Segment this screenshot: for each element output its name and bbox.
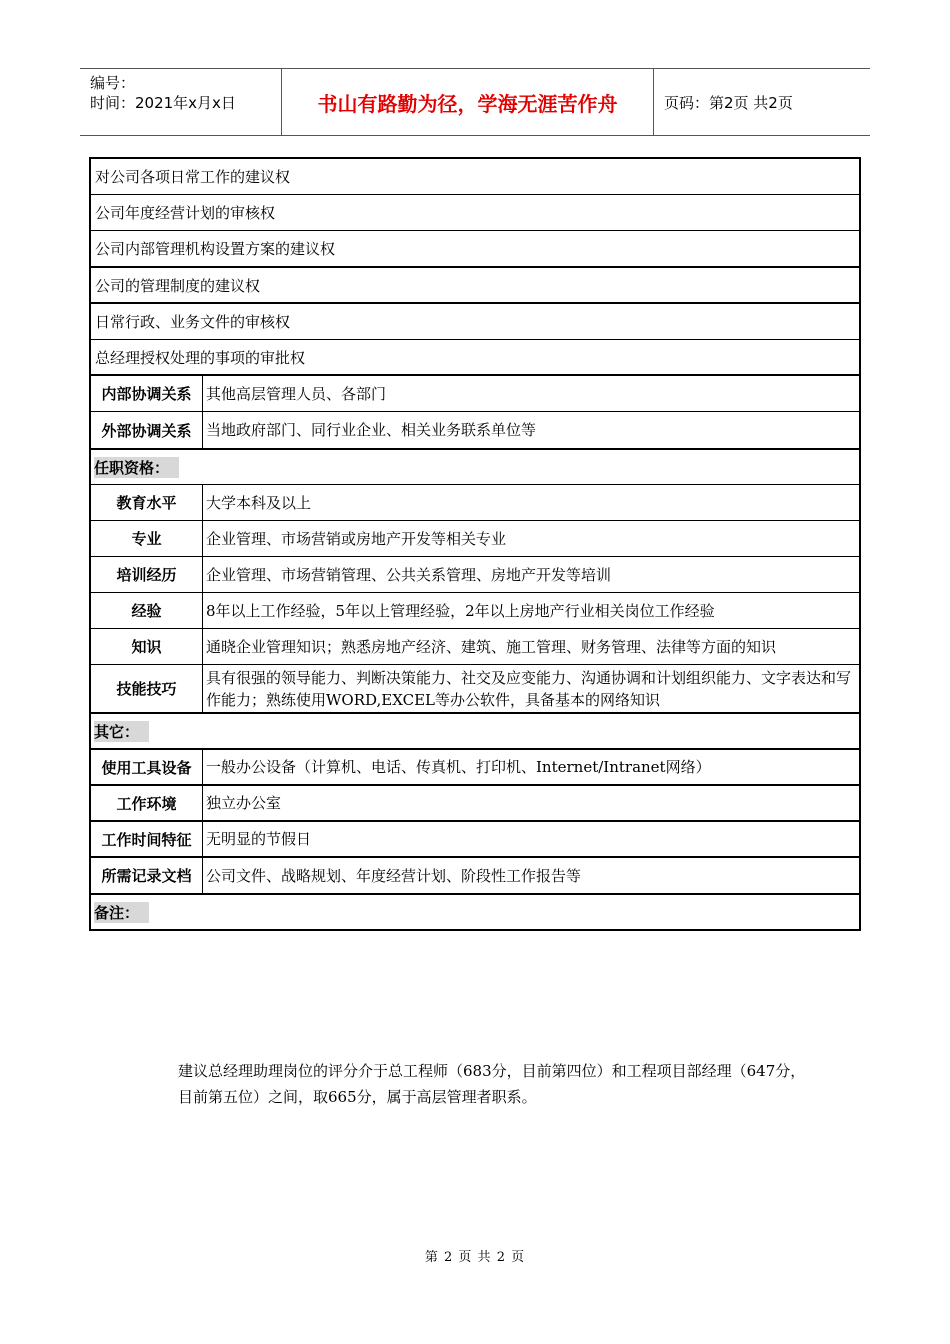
row-label: 经验 [91,593,203,628]
row-value: 当地政府部门、同行业企业、相关业务联系单位等 [206,421,537,439]
row-label: 内部协调关系 [91,376,203,411]
row-label: 知识 [91,629,203,664]
other-row [91,750,859,786]
row-value: 无明显的节假日 [206,830,312,848]
page-header [80,68,870,136]
authority-row: 公司年度经营计划的审核权 [91,195,859,231]
row-value: 通晓企业管理知识；熟悉房地产经济、建筑、施工管理、财务管理、法律等方面的知识 [206,637,777,656]
header-motto: 书山有路勤为径，学海无涯苦作舟 [282,69,654,135]
section-title: 其它： [94,721,149,742]
row-label: 培训经历 [91,557,203,592]
row-label: 专业 [91,521,203,556]
row-value: 公司文件、战略规划、年度经营计划、阶段性工作报告等 [206,866,582,885]
header-page-info: 页码：第2页 共2页 [664,93,793,112]
coordination-row-external [91,412,859,450]
row-value: 大学本科及以上 [206,493,312,512]
qualification-row [91,665,859,714]
page-footer: 第 2 页 共 2 页 [424,1250,526,1265]
row-label: 使用工具设备 [91,750,203,784]
section-remarks [91,895,859,929]
section-title: 任职资格： [94,457,179,478]
row-value: 企业管理、市场营销管理、公共关系管理、房地产开发等培训 [206,565,612,584]
section-title: 备注： [94,902,149,923]
paragraph-text: 建议总经理助理岗位的评分介于总工程师（683分，目前第四位）和工程项目部经理（647分，目前第五位）之间，取665分，属于高层管理者职系。 [178,1062,806,1106]
authority-row: 总经理授权处理的事项的审批权 [91,340,859,376]
header-meta [80,69,282,135]
row-label: 技能技巧 [91,665,203,712]
other-row [91,822,859,858]
coordination-row-internal [91,376,859,412]
doc-time-label: 时间：2021年x月x日 [90,94,236,112]
section-qualifications [91,450,859,485]
qualification-row [91,593,859,629]
job-description-table [89,157,861,931]
authority-row: 日常行政、业务文件的审核权 [91,304,859,340]
qualification-row [91,485,859,521]
row-value: 8年以上工作经验，5年以上管理经验，2年以上房地产行业相关岗位工作经验 [206,601,715,620]
section-other [91,714,859,750]
row-value: 其他高层管理人员、各部门 [206,384,387,403]
evaluation-paragraph [140,1058,820,1110]
row-value: 具有很强的领导能力、判断决策能力、社交及应变能力、沟通协调和计划组织能力、文字表达和写作能力；熟练使用WORD,EXCEL等办公软件，具备基本的网络知识 [206,668,852,709]
row-label: 工作时间特征 [91,822,203,856]
row-label: 所需记录文档 [91,858,203,893]
authority-row: 公司的管理制度的建议权 [91,268,859,304]
qualification-row [91,629,859,665]
row-label: 工作环境 [91,786,203,820]
authority-row: 对公司各项日常工作的建议权 [91,159,859,195]
row-value: 企业管理、市场营销或房地产开发等相关专业 [206,529,507,548]
qualification-row [91,557,859,593]
row-label: 外部协调关系 [91,412,203,448]
doc-number-label: 编号： [90,74,136,92]
authority-row: 公司内部管理机构设置方案的建议权 [91,231,859,268]
qualification-row [91,521,859,557]
row-value: 一般办公设备（计算机、电话、传真机、打印机、Internet/Intranet网络） [206,758,711,776]
other-row [91,858,859,895]
other-row [91,786,859,822]
row-label: 教育水平 [91,485,203,520]
row-value: 独立办公室 [206,794,282,812]
